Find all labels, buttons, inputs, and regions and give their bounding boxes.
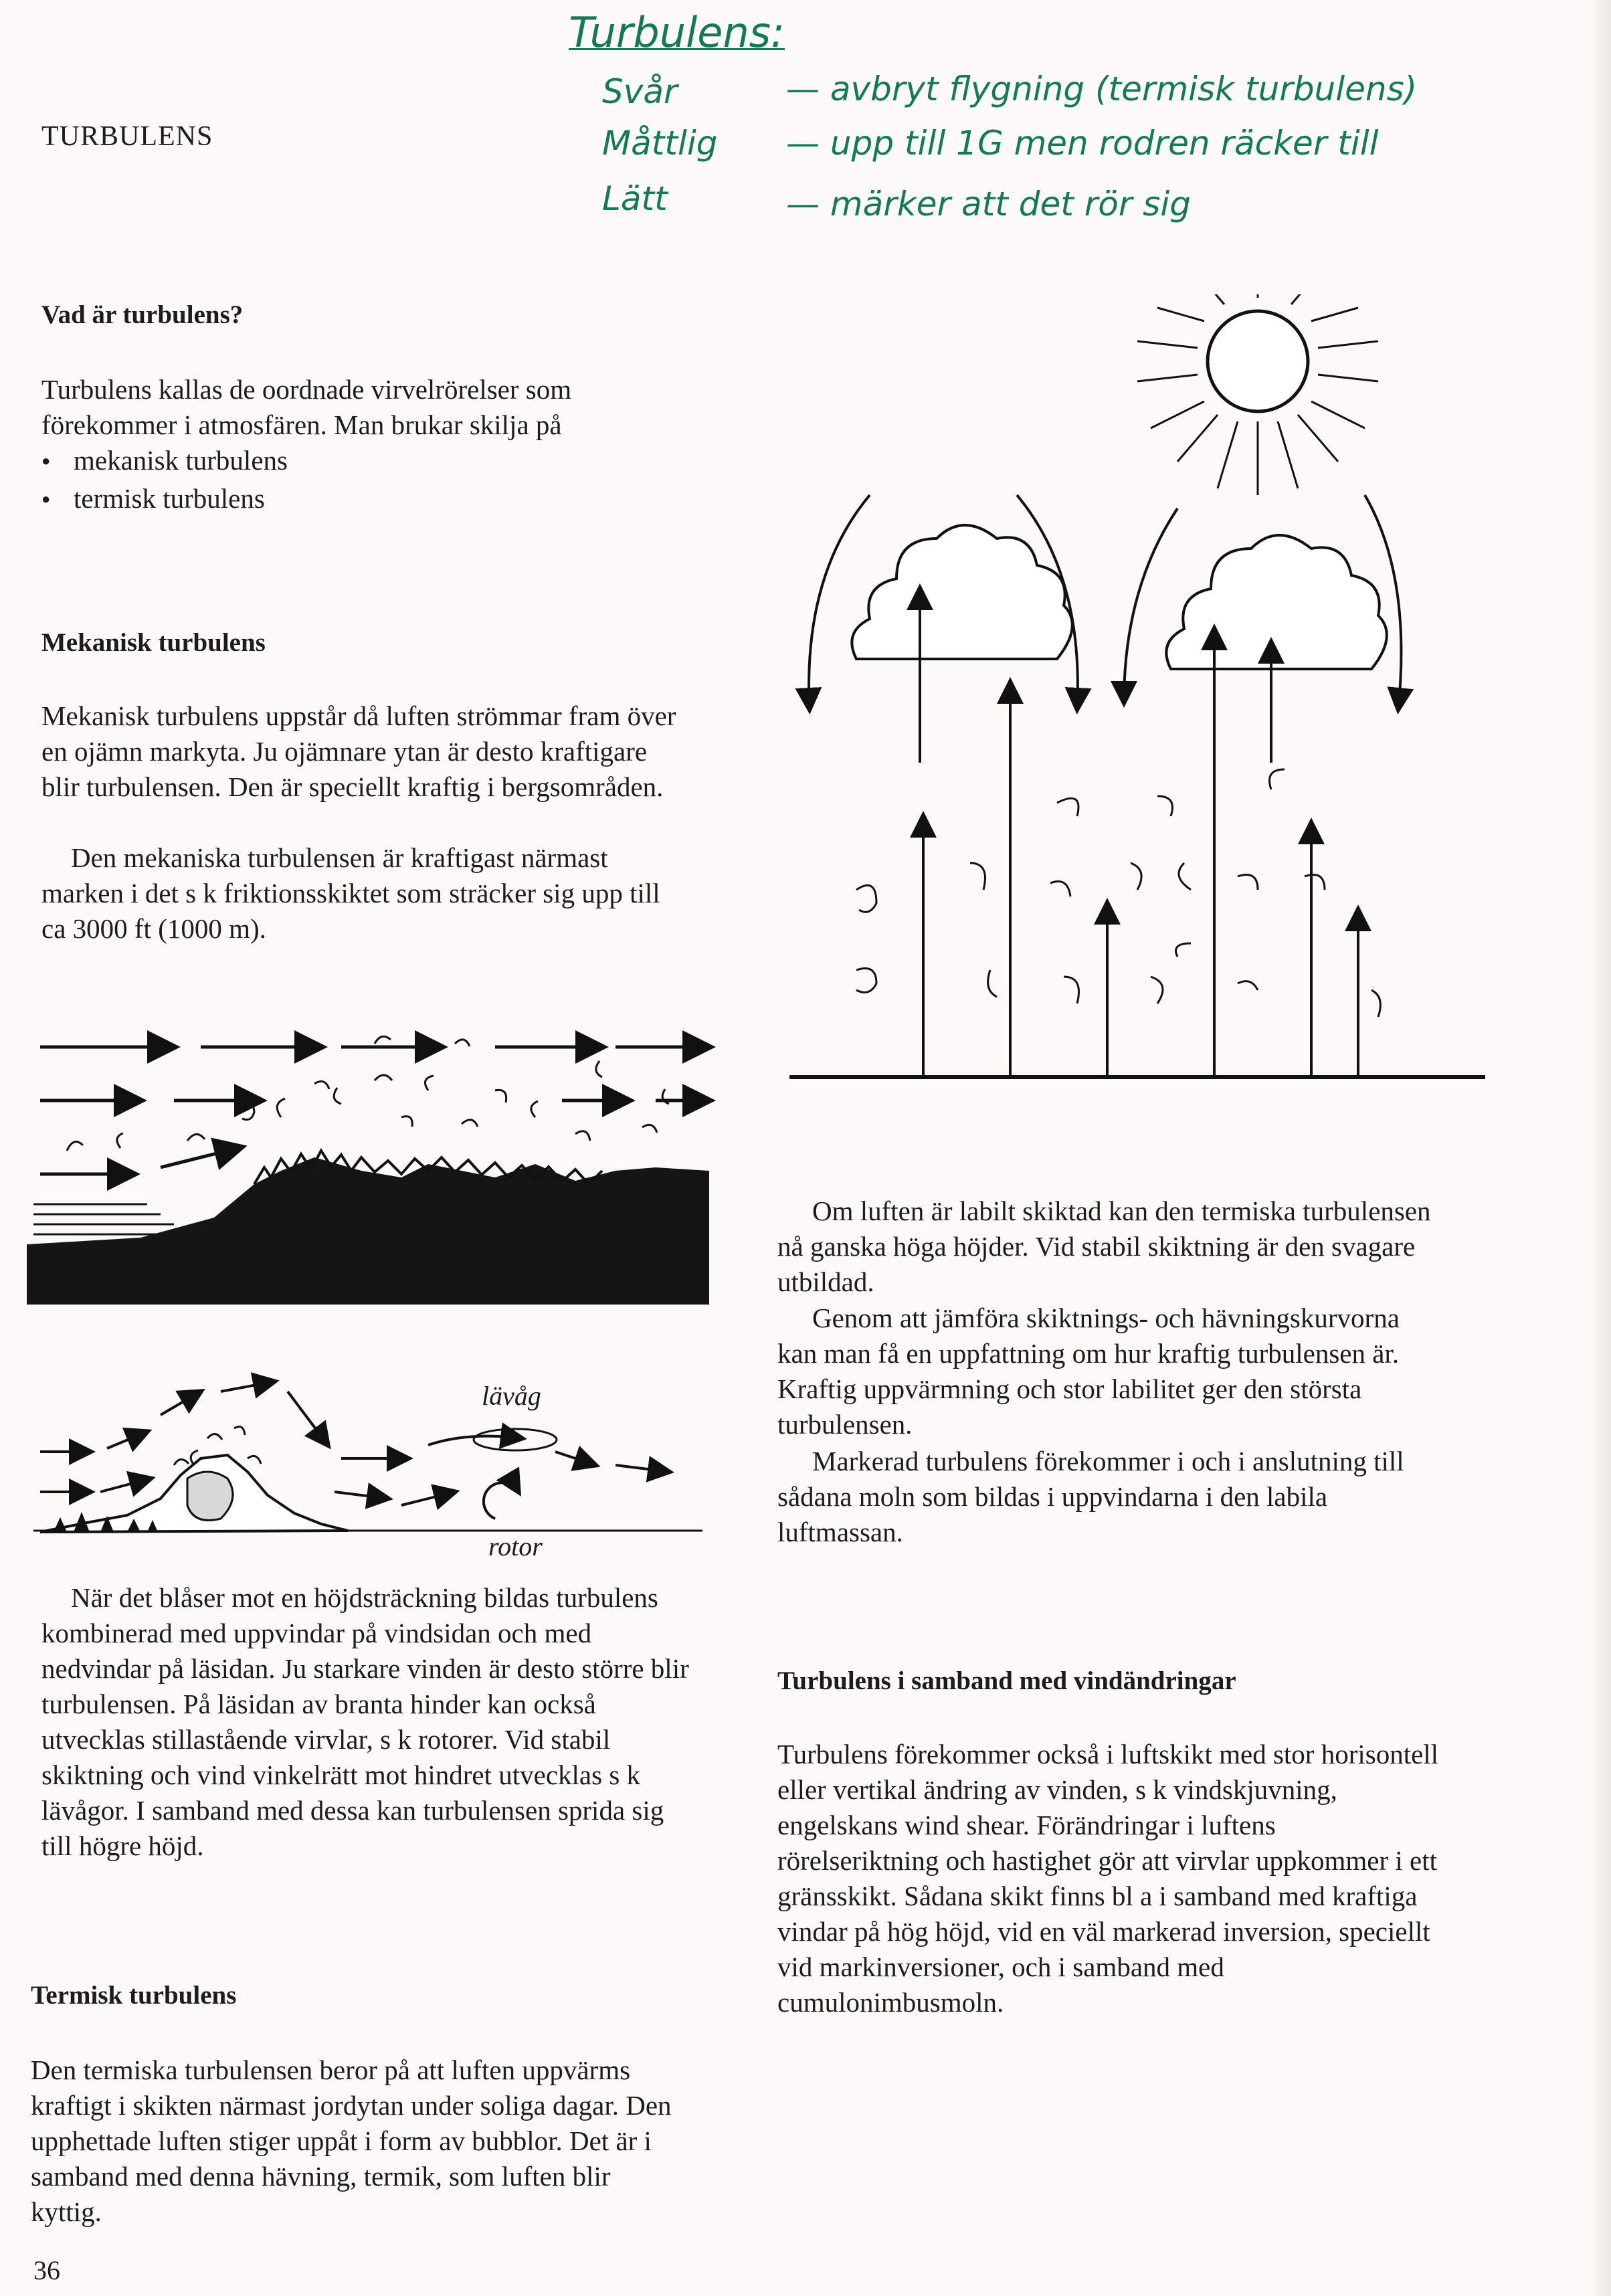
handwritten-title: Turbulens: <box>569 8 785 57</box>
heading-thermal-turbulence: Termisk turbulens <box>31 1981 237 2010</box>
rotor-label: rotor <box>488 1531 543 1561</box>
paragraph-wind-shear: Turbulens förekommer också i luftskikt med stor horisontell eller vertikal ändring av vinden, s k vindskjuvning, engelskans wind shear. Förändringar i luftens rörelseriktning och hastighet gör att virvlar uppkommer i ett gränsskikt. Sådana skikt finns bl a i samband med kraftiga vindar på hög höjd, vid en väl markerad inversion, speciellt vid markinversioner, och i samband med cumulonimbusmoln. <box>777 1739 1439 2018</box>
page-number: 36 <box>33 2255 60 2285</box>
handwritten-text-severe: — avbryt flygning (termisk turbulens) <box>786 70 1418 108</box>
paragraph-right-3: Markerad turbulens förekommer i och i anslutning till sådana moln som bildas i uppvindarna i den labila luftmassan. <box>777 1446 1404 1547</box>
paragraph-right-2: Genom att jämföra skiktnings- och hävningskurvorna kan man få en uppfattning om hur kraftig turbulensen är. Kraftig uppvärmning och stor labilitet ger den största turbulensen. <box>777 1303 1400 1440</box>
running-head: TURBULENS <box>41 121 213 152</box>
handwritten-text-light: — märker att det rör sig <box>786 185 1191 223</box>
heading-wind-shear: Turbulens i samband med vindändringar <box>777 1666 1236 1695</box>
paragraph-mechanical-1: Mekanisk turbulens uppstår då luften strömmar fram över en ojämn markyta. Ju ojämnare ytan är desto kraftigare blir turbulensen. Den är speciellt kraftig i bergsområden. <box>41 700 676 802</box>
page-edge-shadow <box>1591 0 1611 2296</box>
paragraph-what-is-turbulence: Turbulens kallas de oordnade virvelrörelser som förekommer i atmosfären. Man brukar skilja på <box>41 374 572 440</box>
figure-lee-wave-rotor <box>27 1365 723 1565</box>
heading-what-is-turbulence: Vad är turbulens? <box>41 300 244 329</box>
handwritten-level-moderate: Måttlig <box>602 124 718 163</box>
lee-wave-label: lävåg <box>482 1381 541 1411</box>
figure-thermal-turbulence <box>776 294 1525 1097</box>
handwritten-text-moderate: — upp till 1G men rodren räcker till <box>786 124 1379 163</box>
heading-mechanical-turbulence: Mekanisk turbulens <box>41 628 266 657</box>
turbulence-types-list <box>41 443 288 519</box>
handwritten-level-severe: Svår <box>602 72 678 111</box>
list-item: ● mekanisk turbulens <box>41 443 288 481</box>
list-item: ● termisk turbulens <box>41 481 288 519</box>
paragraph-mechanical-2: Den mekaniska turbulensen är kraftigast närmast marken i det s k friktionsskiktet som sträcker sig upp till ca 3000 ft (1000 m). <box>41 842 660 944</box>
paragraph-right-1: Om luften är labilt skiktad kan den termiska turbulensen nå ganska höga höjder. Vid stabil skiktning är den svagare utbildad. <box>777 1195 1431 1297</box>
figure-rough-terrain <box>27 1017 723 1305</box>
paragraph-thermal-turbulence: Den termiska turbulensen beror på att luften uppvärms kraftigt i skikten närmast jordytan under soliga dagar. Den upphettade luften stiger uppåt i form av bubblor. Det är i samband med denna hävning, termik, som luften blir kyttig. <box>31 2054 672 2227</box>
paragraph-ridge-turbulence: När det blåser mot en höjdsträckning bildas turbulens kombinerad med uppvindar på vindsidan och med nedvindar på läsidan. Ju starkare vinden är desto större blir turbulensen. På läsidan av branta hinder kan också utvecklas stillastående virvlar, s k rotorer. Vid stabil skiktning och vind vinkelrätt mot hindret utvecklas s k lävågor. I samband med dessa kan turbulensen sprida sig till högre höjd. <box>41 1582 689 1861</box>
handwritten-level-light: Lätt <box>602 179 668 218</box>
